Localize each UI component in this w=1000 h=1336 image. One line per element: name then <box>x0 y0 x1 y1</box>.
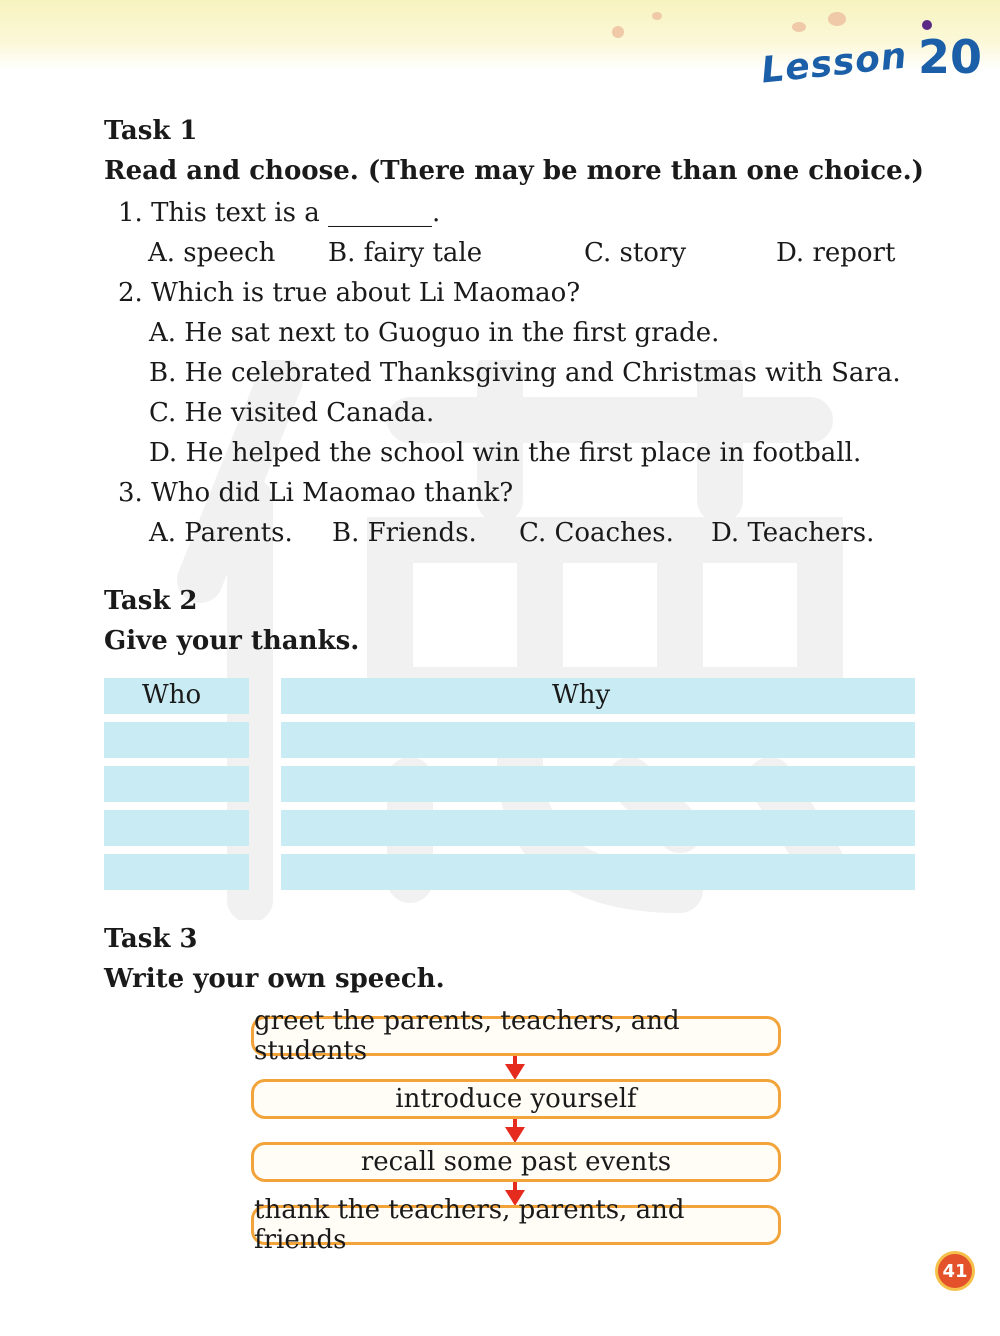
column-why-label: Why <box>552 680 611 710</box>
task2-title: Task 2 <box>104 586 198 616</box>
task1-title: Task 1 <box>104 116 198 146</box>
flow-step-1: greet the parents, teachers, and students <box>251 1016 781 1056</box>
decor-dot <box>612 26 624 38</box>
q1-option-b: B. fairy tale <box>328 238 483 268</box>
pin-icon <box>922 20 932 30</box>
flow-step-4: thank the teachers, parents, and friends <box>251 1205 781 1245</box>
table-row-why[interactable] <box>281 722 915 758</box>
lesson-number <box>918 30 982 84</box>
task1-instruction: Read and choose. (There may be more than one choice.) <box>104 156 924 186</box>
table-row-who[interactable] <box>104 810 249 846</box>
lesson-label: Lesson <box>759 35 910 92</box>
lesson-number-text: 20 <box>917 30 982 84</box>
down-arrow-icon <box>505 1064 525 1080</box>
lesson-heading <box>759 30 982 92</box>
q1-option-d: D. report <box>776 238 896 268</box>
question-2: 2. Which is true about Li Maomao? <box>118 278 581 308</box>
q2-option-b: B. He celebrated Thanksgiving and Christmas with Sara. <box>149 358 901 388</box>
q2-option-c: C. He visited Canada. <box>149 398 435 428</box>
question-3: 3. Who did Li Maomao thank? <box>118 478 514 508</box>
q2-option-d: D. He helped the school win the first place in football. <box>149 438 862 468</box>
flow-step-2: introduce yourself <box>251 1079 781 1119</box>
down-arrow-icon <box>505 1127 525 1143</box>
table-row-who[interactable] <box>104 854 249 890</box>
q3-option-c: C. Coaches. <box>519 518 674 548</box>
task3-instruction: Write your own speech. <box>104 964 445 994</box>
page-number: 41 <box>935 1251 975 1291</box>
q3-option-b: B. Friends. <box>332 518 477 548</box>
table-row-who[interactable] <box>104 766 249 802</box>
flow-step-3: recall some past events <box>251 1142 781 1182</box>
question-1: 1. This text is a ________. <box>118 198 441 228</box>
decor-dot <box>828 12 846 26</box>
q3-option-d: D. Teachers. <box>711 518 875 548</box>
table-row-why[interactable] <box>281 766 915 802</box>
column-who-label: Who <box>142 680 202 710</box>
task2-instruction: Give your thanks. <box>104 626 360 656</box>
table-row-why[interactable] <box>281 854 915 890</box>
q1-option-c: C. story <box>584 238 687 268</box>
q1-option-a: A. speech <box>148 238 276 268</box>
table-row-why[interactable] <box>281 810 915 846</box>
q2-option-a: A. He sat next to Guoguo in the first grade. <box>149 318 720 348</box>
table-row-who[interactable] <box>104 722 249 758</box>
task3-title: Task 3 <box>104 924 198 954</box>
q3-option-a: A. Parents. <box>149 518 293 548</box>
decor-dot <box>652 12 662 20</box>
